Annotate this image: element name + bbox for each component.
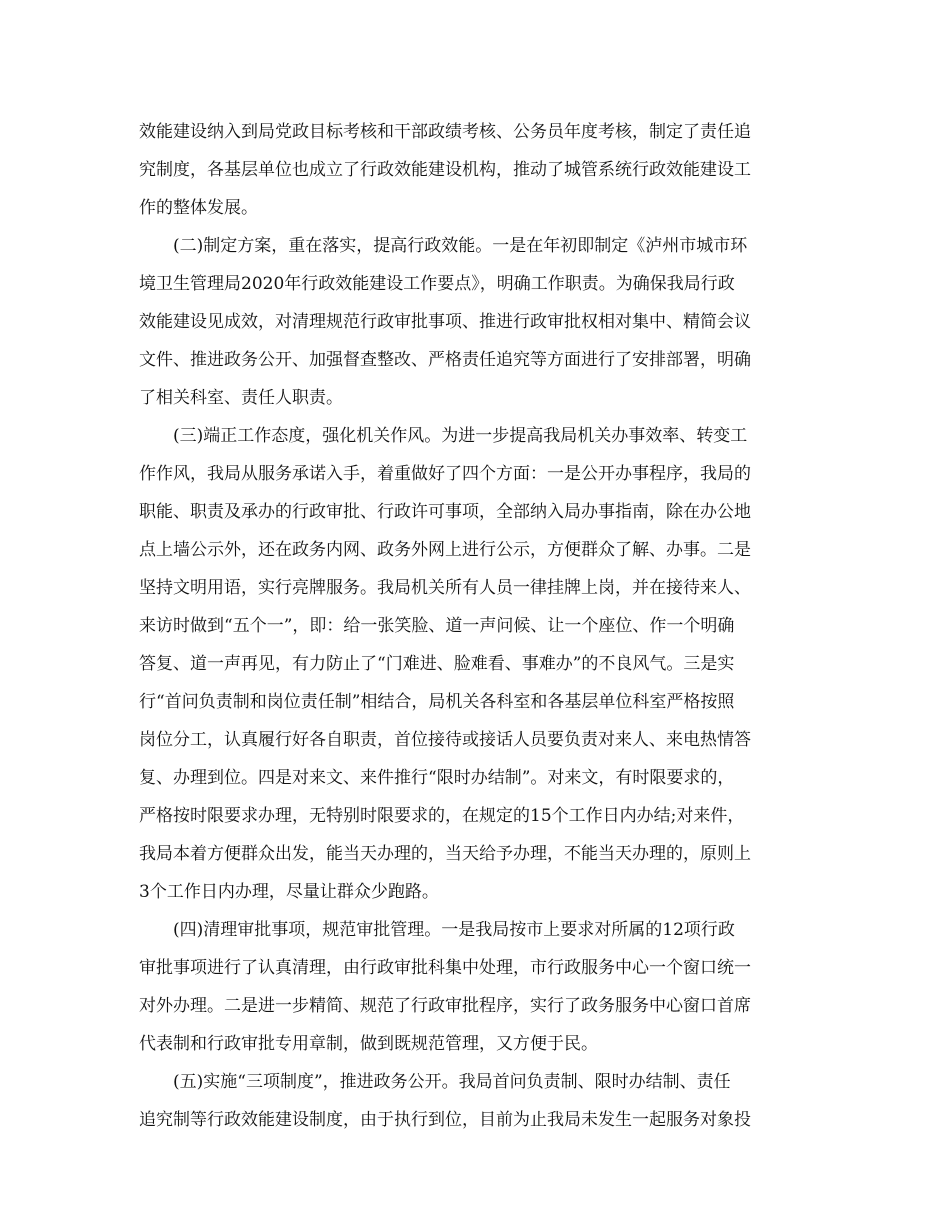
paragraph-start-line: (三)端正工作态度，强化机关作风。为进一步提高我局机关办事效率、转变工 bbox=[173, 426, 748, 446]
text-line: 境卫生管理局2020年行政效能建设工作要点》，明确工作职责。为确保我局行政 bbox=[139, 274, 735, 294]
text-line: 代表制和行政审批专用章制，做到既规范管理，又方便于民。 bbox=[139, 1034, 598, 1054]
paragraph-start-line: (二)制定方案，重在落实，提高行政效能。一是在年初即制定《泸州市城市环 bbox=[173, 236, 748, 256]
text-line: 对外办理。二是进一步精简、规范了行政审批程序，实行了政务服务中心窗口首席 bbox=[139, 996, 751, 1016]
text-line: 作的整体发展。 bbox=[139, 198, 258, 218]
text-line: 坚持文明用语，实行亮牌服务。我局机关所有人员一律挂牌上岗，并在接待来人、 bbox=[139, 578, 751, 598]
text-line: 严格按时限要求办理，无特别时限要求的，在规定的15个工作日内办结;对来件， bbox=[139, 806, 745, 826]
text-line: 答复、道一声再见，有力防止了“门难进、脸难看、事难办”的不良风气。三是实 bbox=[139, 654, 735, 674]
paragraph-start-line: (五)实施“三项制度”，推进政务公开。我局首问负责制、限时办结制、责任 bbox=[173, 1072, 731, 1092]
text-line: 文件、推进政务公开、加强督查整改、严格责任追究等方面进行了安排部署，明确 bbox=[139, 350, 751, 370]
text-line: 效能建设纳入到局党政目标考核和干部政绩考核、公务员年度考核，制定了责任追 bbox=[139, 122, 751, 142]
text-line: 复、办理到位。四是对来文、来件推行“限时办结制”。对来文，有时限要求的， bbox=[139, 768, 735, 788]
text-line: 3个工作日内办理，尽量让群众少跑路。 bbox=[139, 882, 439, 902]
text-line: 作作风，我局从服务承诺入手，着重做好了四个方面：一是公开办事程序，我局的 bbox=[139, 464, 751, 484]
text-line: 审批事项进行了认真清理，由行政审批科集中处理，市行政服务中心一个窗口统一 bbox=[139, 958, 751, 978]
text-line: 来访时做到“五个一”，即：给一张笑脸、道一声问候、让一个座位、作一个明确 bbox=[139, 616, 735, 636]
text-line: 究制度，各基层单位也成立了行政效能建设机构，推动了城管系统行政效能建设工 bbox=[139, 160, 751, 180]
text-line: 了相关科室、责任人职责。 bbox=[139, 388, 343, 408]
text-line: 职能、职责及承办的行政审批、行政许可事项，全部纳入局办事指南，除在办公地 bbox=[139, 502, 751, 522]
text-line: 效能建设见成效，对清理规范行政审批事项、推进行政审批权相对集中、精简会议 bbox=[139, 312, 751, 332]
paragraph-start-line: (四)清理审批事项，规范审批管理。一是我局按市上要求对所属的12项行政 bbox=[173, 920, 735, 940]
text-line: 行“首问负责制和岗位责任制”相结合，局机关各科室和各基层单位科室严格按照 bbox=[139, 692, 735, 712]
text-line: 点上墙公示外，还在政务内网、政务外网上进行公示，方便群众了解、办事。二是 bbox=[139, 540, 751, 560]
text-line: 我局本着方便群众出发，能当天办理的，当天给予办理，不能当天办理的，原则上 bbox=[139, 844, 751, 864]
text-line: 追究制等行政效能建设制度，由于执行到位，目前为止我局未发生一起服务对象投 bbox=[139, 1110, 751, 1130]
text-line: 岗位分工，认真履行好各自职责，首位接待或接话人员要负责对来人、来电热情答 bbox=[139, 730, 751, 750]
